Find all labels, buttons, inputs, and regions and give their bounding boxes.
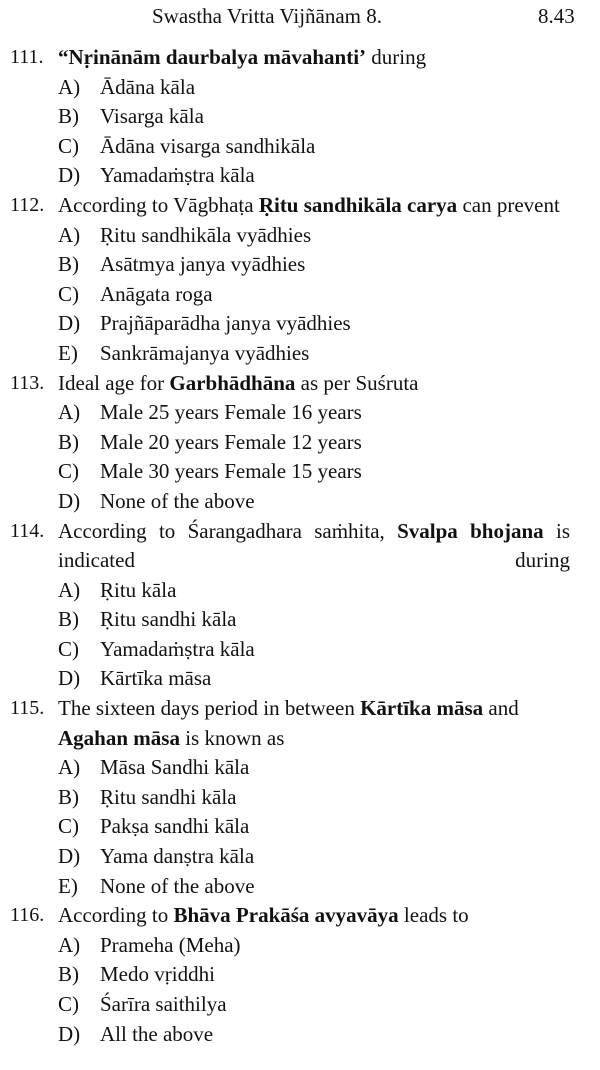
option-b [0,605,600,635]
option-label: C) [58,636,79,661]
option-text: Śarīra saithilya [100,992,227,1016]
option-d [0,309,600,339]
option-c [0,457,600,487]
question-stem-bold: Svalpa bhojana [397,518,544,543]
option-text: Yamadaṁṣtra kāla [100,636,255,661]
question-number: 113. [10,371,45,394]
question-number: 111. [10,46,44,68]
option-c [0,812,600,842]
option-label: A) [58,577,81,602]
option-a [0,398,600,428]
option-text: All the above [100,1021,214,1046]
option-text: None of the above [100,488,255,513]
question-stem-text: According to Vāgbhaṭa [58,192,259,217]
option-text: Māsa Sandhi kāla [100,755,250,780]
option-c [0,132,600,162]
question-115 [0,694,600,901]
option-label: C) [58,814,79,839]
option-label: B) [58,252,79,277]
question-111 [0,43,600,191]
option-a [0,576,600,606]
option-b [0,428,600,458]
option-e [0,872,600,902]
option-label: C) [58,133,79,158]
question-stem-bold: Agahan māsa [58,725,180,750]
question-112 [0,191,600,369]
option-label: B) [58,104,79,129]
option-a [0,931,600,961]
option-label: B) [58,607,79,632]
question-number: 116. [10,904,45,927]
option-text: Ādāna visarga sandhikāla [100,133,316,158]
option-c [0,280,600,310]
question-stem-text: is known as [179,725,285,750]
page-number: 8.43 [538,4,575,28]
option-text: Ṛitu kāla [100,577,177,602]
option-label: B) [58,784,79,809]
option-text: Kārtīka māsa [100,666,212,691]
option-b [0,250,600,280]
option-text: Prajñāparādha janya vyādhies [100,311,351,336]
option-text: Medo vṛiddhi [100,962,215,987]
question-stem-text: Ideal age for [58,370,170,395]
option-a [0,221,600,251]
question-number: 114. [10,519,45,542]
option-label: C) [58,992,79,1016]
option-d [0,161,600,191]
option-label: A) [58,755,81,780]
option-label: B) [58,962,79,987]
option-text: Ādāna kāla [100,74,196,99]
question-stem-bold: Bhāva Prakāśa avyavāya [173,903,399,928]
option-label: D) [58,844,81,869]
option-d [0,487,600,517]
running-title: Swastha Vritta Vijñānam 8. [152,4,383,28]
question-stem-text: can prevent [457,192,560,217]
option-label: C) [58,459,79,484]
option-text: Yamadaṁṣtra kāla [100,163,255,188]
option-text: Male 20 years Female 12 years [100,429,362,454]
question-stem-text: leads to [398,903,469,928]
option-text: Anāgata roga [100,281,213,306]
option-text: Ṛitu sandhikāla vyādhies [100,222,312,247]
option-text: Ṛitu sandhi kāla [100,607,237,632]
page-header [0,2,600,34]
option-d [0,664,600,694]
option-label: B) [58,429,79,454]
option-b [0,960,600,990]
option-label: A) [58,222,81,247]
option-label: A) [58,400,81,425]
option-text: Sankrāmajanya vyādhies [100,340,310,365]
option-label: E) [58,873,78,898]
option-label: D) [58,1021,81,1046]
option-d [0,842,600,872]
option-text: Male 25 years Female 16 years [100,400,362,425]
question-stem-text: as per Suśruta [295,370,419,395]
option-e [0,339,600,369]
option-label: D) [58,488,81,513]
option-text: Visarga kāla [100,104,204,129]
question-116 [0,901,600,1049]
question-stem-bold: Garbhādhāna [169,370,296,395]
question-stem-bold: Ṛitu sandhikāla carya [258,192,458,217]
option-a [0,73,600,103]
question-stem-text: during [366,45,427,69]
option-text: Prameha (Meha) [100,932,241,957]
option-text: Asātmya janya vyādhies [100,252,306,277]
option-d [0,1020,600,1050]
option-text: Ṛitu sandhi kāla [100,784,237,809]
option-text: Pakṣa sandhi kāla [100,814,250,839]
question-stem-text: and [483,696,519,721]
option-text: Yama danṣtra kāla [100,844,255,869]
option-label: A) [58,74,81,99]
option-label: A) [58,932,81,957]
question-113 [0,369,600,517]
question-stem-text: The sixteen days period in between [58,696,361,721]
option-label: C) [58,281,79,306]
option-a [0,753,600,783]
question-stem-bold: “Nṛinānām daurbalya māvahanti’ [58,45,367,69]
question-list [0,43,600,1049]
option-text: Male 30 years Female 15 years [100,459,362,484]
option-c [0,635,600,665]
option-label: E) [58,340,78,365]
option-label: D) [58,163,81,188]
question-stem-text: According to [58,903,174,928]
option-text: None of the above [100,873,255,898]
option-label: D) [58,666,81,691]
question-number: 112. [10,193,45,216]
question-114 [0,517,600,695]
option-b [0,783,600,813]
question-stem-text: is indicated during [58,518,570,573]
question-stem-text: According to Śarangadhara saṁhita, [58,518,398,543]
option-label: D) [58,311,81,336]
option-b [0,102,600,132]
question-number: 115. [10,697,45,720]
option-c [0,990,600,1020]
question-stem-bold: Kārtīka māsa [360,696,484,721]
